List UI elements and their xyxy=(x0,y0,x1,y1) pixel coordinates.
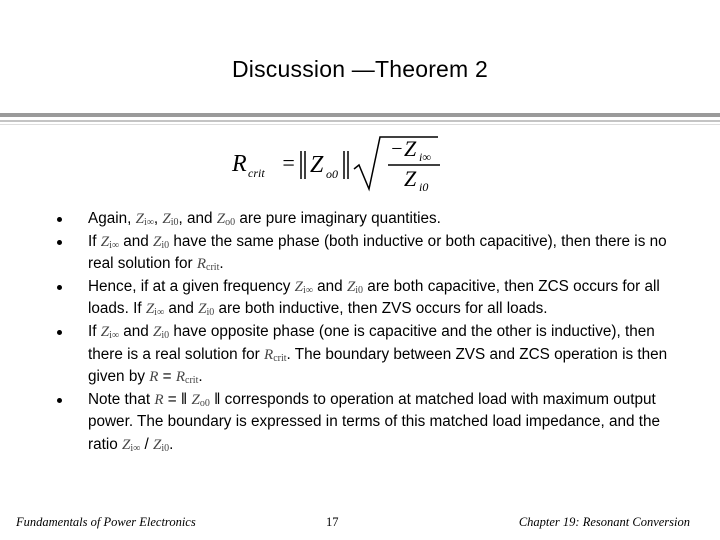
footer-chapter: Chapter 19: Resonant Conversion xyxy=(518,515,690,529)
math-zi0: $Z_{i0}$ xyxy=(162,211,179,228)
bullet-text: Again, $Z_{i\infty}$, $Z_{i0}$, and $Z_{o0}$ are pure imaginary quantities. xyxy=(88,210,441,228)
eq-lhs-sub: crit xyxy=(248,166,265,180)
title-rule-thin xyxy=(0,124,720,125)
bullet-item xyxy=(57,208,677,231)
bullet-text: If $Z_{i\infty}$ and $Z_{i0}$ have the same phase (both inductive or both capacitive), then there is no real solution for $R_{crit}$. xyxy=(88,232,667,274)
eq-num-sub: i∞ xyxy=(419,150,431,164)
eq-den-sub: i0 xyxy=(419,180,429,194)
bullet-item xyxy=(57,389,677,457)
footer-page-number: 17 xyxy=(326,515,339,529)
math-zo0: $Z_{o0}$ xyxy=(216,211,236,228)
eq-norm-var: Z xyxy=(310,152,324,178)
bullet-dot-icon xyxy=(57,240,62,245)
eq-den-var: Z xyxy=(404,166,417,191)
bullet-text: Hence, if at a given frequency $Z_{i\infty}$ and $Z_{i0}$ are both capacitive, then ZCS occurs for all loads. If $Z_{i\infty}$ and $Z_{i0}$ are both inductive, then ZVS occurs for all loads. xyxy=(88,277,660,319)
bullet-item xyxy=(57,231,677,276)
footer-book-title: Fundamentals of Power Electronics xyxy=(16,515,196,529)
eq-num-var: Z xyxy=(404,136,417,161)
eq-equals: = xyxy=(281,150,296,175)
bullet-dot-icon xyxy=(57,217,62,222)
bullet-dot-icon xyxy=(57,285,62,290)
critical-resistance-equation xyxy=(228,133,448,195)
title-rule-mid xyxy=(0,120,720,122)
bullet-dot-icon xyxy=(57,330,62,335)
bullet-dot-icon xyxy=(57,398,62,403)
math-rcrit: $R_{crit}$ xyxy=(196,256,220,274)
eq-minus: − xyxy=(390,138,404,160)
bullet-list xyxy=(57,208,677,457)
bullet-text: Note that R = ‖ $Z_{o0}$ ‖ corresponds to operation at matched load with maximum output power. The boundary is expressed in terms of this matched load impedance, and the ratio $Z_{i\infty} / Z_{i0}$. xyxy=(88,390,660,454)
eq-norm-sub: o0 xyxy=(326,167,338,181)
eq-lhs: R xyxy=(232,151,247,177)
slide-title: Discussion —Theorem 2 xyxy=(231,56,488,82)
bullet-text: If $Z_{i\infty}$ and $Z_{i0}$ have opposite phase (one is capacitive and the other is inductive), then there is a real solution for $R_{crit}$. The boundary between ZVS and ZCS operation is then given by $R = R_{crit}$. xyxy=(88,322,668,387)
bullet-item xyxy=(57,321,677,389)
bullet-item xyxy=(57,276,677,321)
title-rule-thick xyxy=(0,113,720,117)
math-zi-inf: $Z_{i\infty}$ xyxy=(135,211,154,228)
